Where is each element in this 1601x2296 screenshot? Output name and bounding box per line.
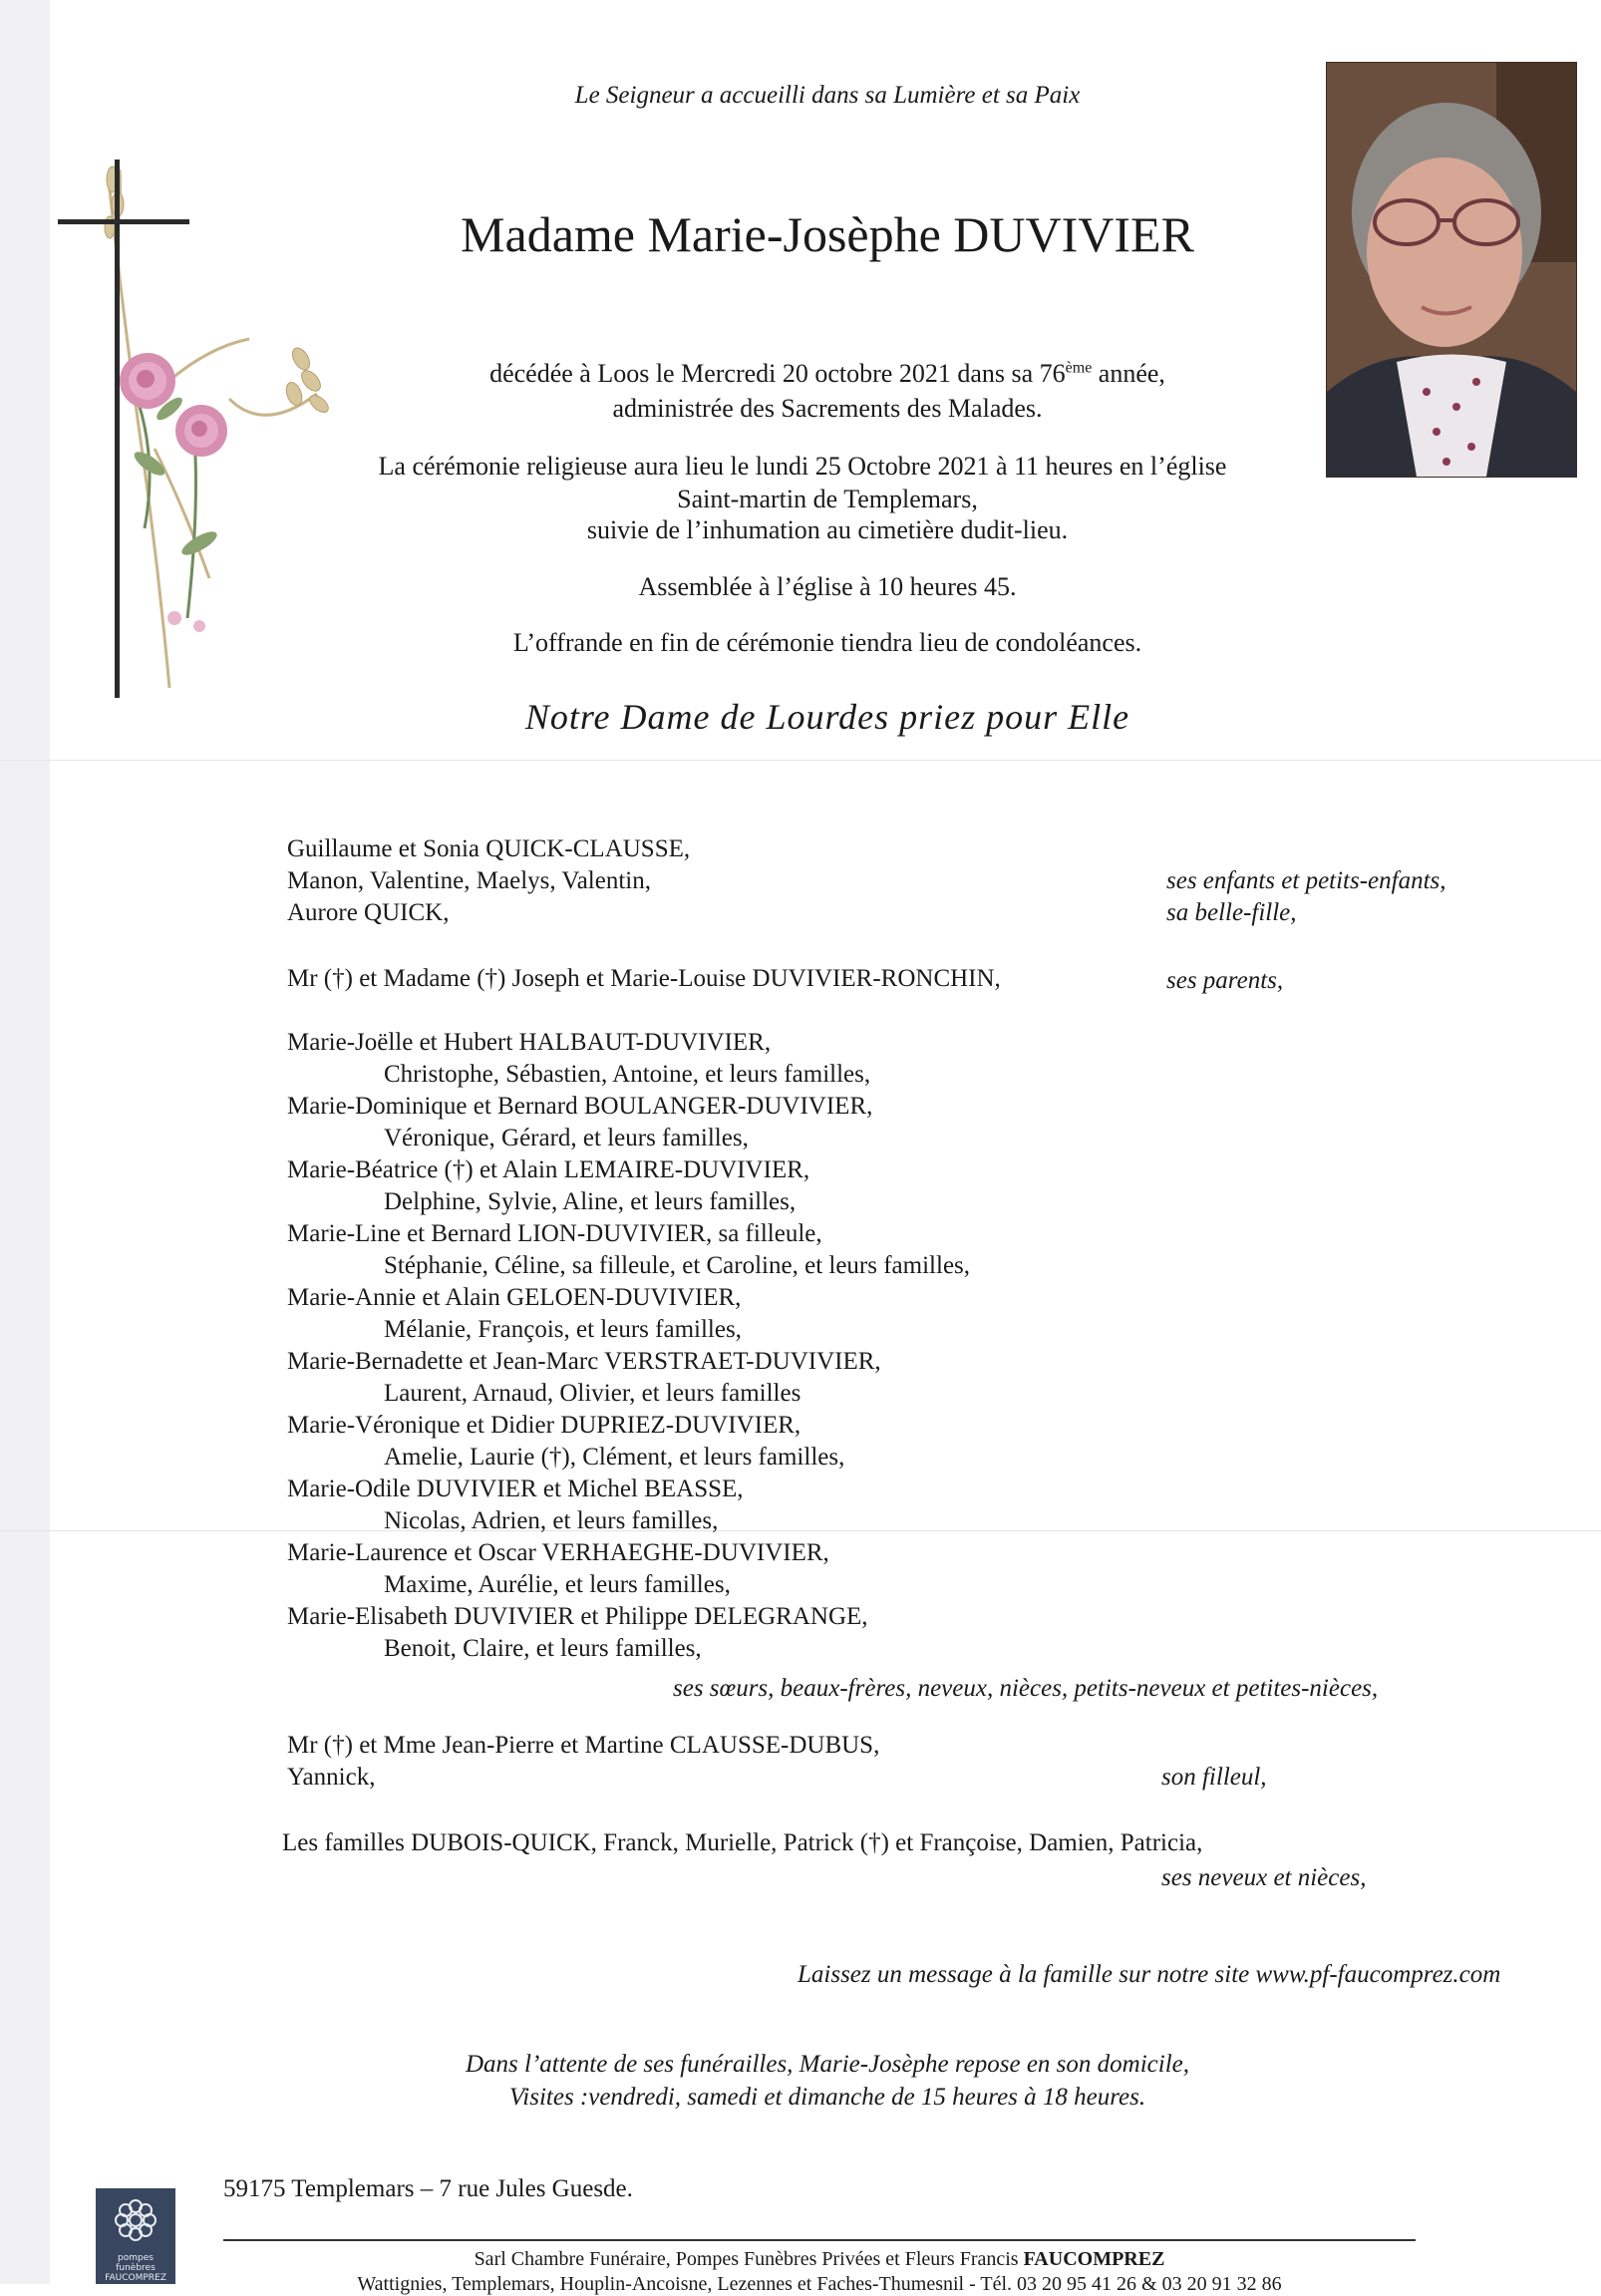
family-line: Marie-Véronique et Didier DUPRIEZ-DUVIVIER, <box>287 1412 801 1439</box>
family-line: Marie-Béatrice (†) et Alain LEMAIRE-DUVIVIER, <box>287 1156 810 1183</box>
rest-line-2: Visites :vendredi, samedi et dimanche de 15 heures à 18 heures. <box>508 2084 1146 2111</box>
relation-parents: ses parents, <box>1166 967 1284 994</box>
relation-siblings: ses sœurs, beaux-frères, neveux, nièces, petits-neveux et petites-nièces, <box>673 1675 1379 1702</box>
family-line: Marie-Line et Bernard LION-DUVIVIER, sa filleule, <box>287 1220 822 1247</box>
rose-icon <box>120 353 175 409</box>
logo-caption: pompes funèbres FAUCOMPREZ <box>105 2253 166 2283</box>
family-line: Stéphanie, Céline, sa filleule, et Caroline, et leurs familles, <box>384 1252 971 1279</box>
assembly-line: Assemblée à l’église à 10 heures 45. <box>638 572 1017 601</box>
family-line: Marie-Elisabeth DUVIVIER et Philippe DELEGRANGE, <box>287 1603 868 1630</box>
family-line: Maxime, Aurélie, et leurs familles, <box>384 1571 731 1598</box>
relation-daughter-in-law: sa belle-fille, <box>1166 899 1297 926</box>
ceremony-line-2: Saint-martin de Templemars, <box>677 485 978 513</box>
epigraph: Le Seigneur a accueilli dans sa Lumière et sa Paix <box>574 82 1081 109</box>
family-line: Delphine, Sylvie, Aline, et leurs familles, <box>384 1188 797 1215</box>
prayer-line: Notre Dame de Lourdes priez pour Elle <box>524 697 1130 737</box>
children-block <box>287 833 690 929</box>
flower-logo-icon <box>96 2188 175 2248</box>
offering-line: L’offrande en fin de cérémonie tiendra lieu de condoléances. <box>512 628 1142 657</box>
family-line: Yannick, <box>287 1764 376 1791</box>
cross-with-roses-illustration <box>50 150 329 708</box>
sacraments-line: administrée des Sacrements des Malades. <box>612 394 1043 423</box>
rose-icon <box>175 405 227 457</box>
address-line: 59175 Templemars – 7 rue Jules Guesde. <box>223 2175 633 2202</box>
family-line: Amelie, Laurie (†), Clément, et leurs familles, <box>384 1444 845 1471</box>
portrait-illustration <box>1327 63 1576 477</box>
family-line: Aurore QUICK, <box>287 899 450 926</box>
website-message: Laissez un message à la famille sur notre site www.pf-faucomprez.com <box>798 1961 1501 1988</box>
family-line: Manon, Valentine, Maelys, Valentin, <box>287 867 651 894</box>
relation-children: ses enfants et petits-enfants, <box>1166 867 1446 894</box>
footer-divider <box>223 2239 1416 2241</box>
funeral-home-logo <box>96 2188 175 2284</box>
family-line: Marie-Bernadette et Jean-Marc VERSTRAET-DUVIVIER, <box>287 1348 881 1375</box>
siblings-block <box>287 1027 970 1665</box>
family-line: Laurent, Arnaud, Olivier, et leurs familles <box>384 1380 801 1407</box>
family-line: Benoit, Claire, et leurs familles, <box>384 1635 702 1662</box>
footer-line-1: Sarl Chambre Funéraire, Pompes Funèbres Privées et Fleurs Francis FAUCOMPREZ <box>474 2248 1165 2270</box>
family-line: Christophe, Sébastien, Antoine, et leurs familles, <box>384 1061 871 1088</box>
portrait-photo <box>1326 62 1577 478</box>
family-line: Guillaume et Sonia QUICK-CLAUSSE, <box>287 835 691 862</box>
family-line: Marie-Dominique et Bernard BOULANGER-DUVIVIER, <box>287 1093 873 1120</box>
family-line: Véronique, Gérard, et leurs familles, <box>384 1125 749 1151</box>
relation-godson: son filleul, <box>1161 1764 1267 1791</box>
deceased-name: Madame Marie-Josèphe DUVIVIER <box>461 206 1194 262</box>
ceremony-line-1: La cérémonie religieuse aura lieu le lundi 25 Octobre 2021 à 11 heures en l’église <box>378 452 1227 481</box>
family-line: Marie-Joëlle et Hubert HALBAUT-DUVIVIER, <box>287 1029 772 1056</box>
fold-line-top <box>0 760 1601 761</box>
death-line: décédée à Loos le Mercredi 20 octobre 2021 dans sa 76ème année, <box>489 359 1165 388</box>
others-line: Les familles DUBOIS-QUICK, Franck, Murielle, Patrick (†) et Françoise, Damien, Patricia, <box>282 1829 1203 1856</box>
godson-block <box>287 1730 879 1794</box>
family-line: Mr (†) et Mme Jean-Pierre et Martine CLAUSSE-DUBUS, <box>287 1732 880 1759</box>
family-line: Marie-Laurence et Oscar VERHAEGHE-DUVIVIER, <box>287 1539 829 1566</box>
family-line: Marie-Odile DUVIVIER et Michel BEASSE, <box>287 1476 744 1502</box>
family-line: Nicolas, Adrien, et leurs familles, <box>384 1507 719 1534</box>
footer-line-2: Wattignies, Templemars, Houplin-Ancoisne, Lezennes et Faches-Thumesnil - Tél. 03 20 95 41 26 & 03 20 91 32 86 <box>357 2273 1282 2295</box>
family-line: Mélanie, François, et leurs familles, <box>384 1316 742 1343</box>
rest-line-1: Dans l’attente de ses funérailles, Marie-Josèphe repose en son domicile, <box>466 2051 1189 2078</box>
family-line: Marie-Annie et Alain GELOEN-DUVIVIER, <box>287 1284 742 1311</box>
left-margin-strip <box>0 0 50 2284</box>
ceremony-line-3: suivie de l’inhumation au cimetière dudit-lieu. <box>586 515 1069 544</box>
relation-others: ses neveux et nièces, <box>1161 1864 1367 1891</box>
parents-line: Mr (†) et Madame (†) Joseph et Marie-Louise DUVIVIER-RONCHIN, <box>287 965 1001 992</box>
